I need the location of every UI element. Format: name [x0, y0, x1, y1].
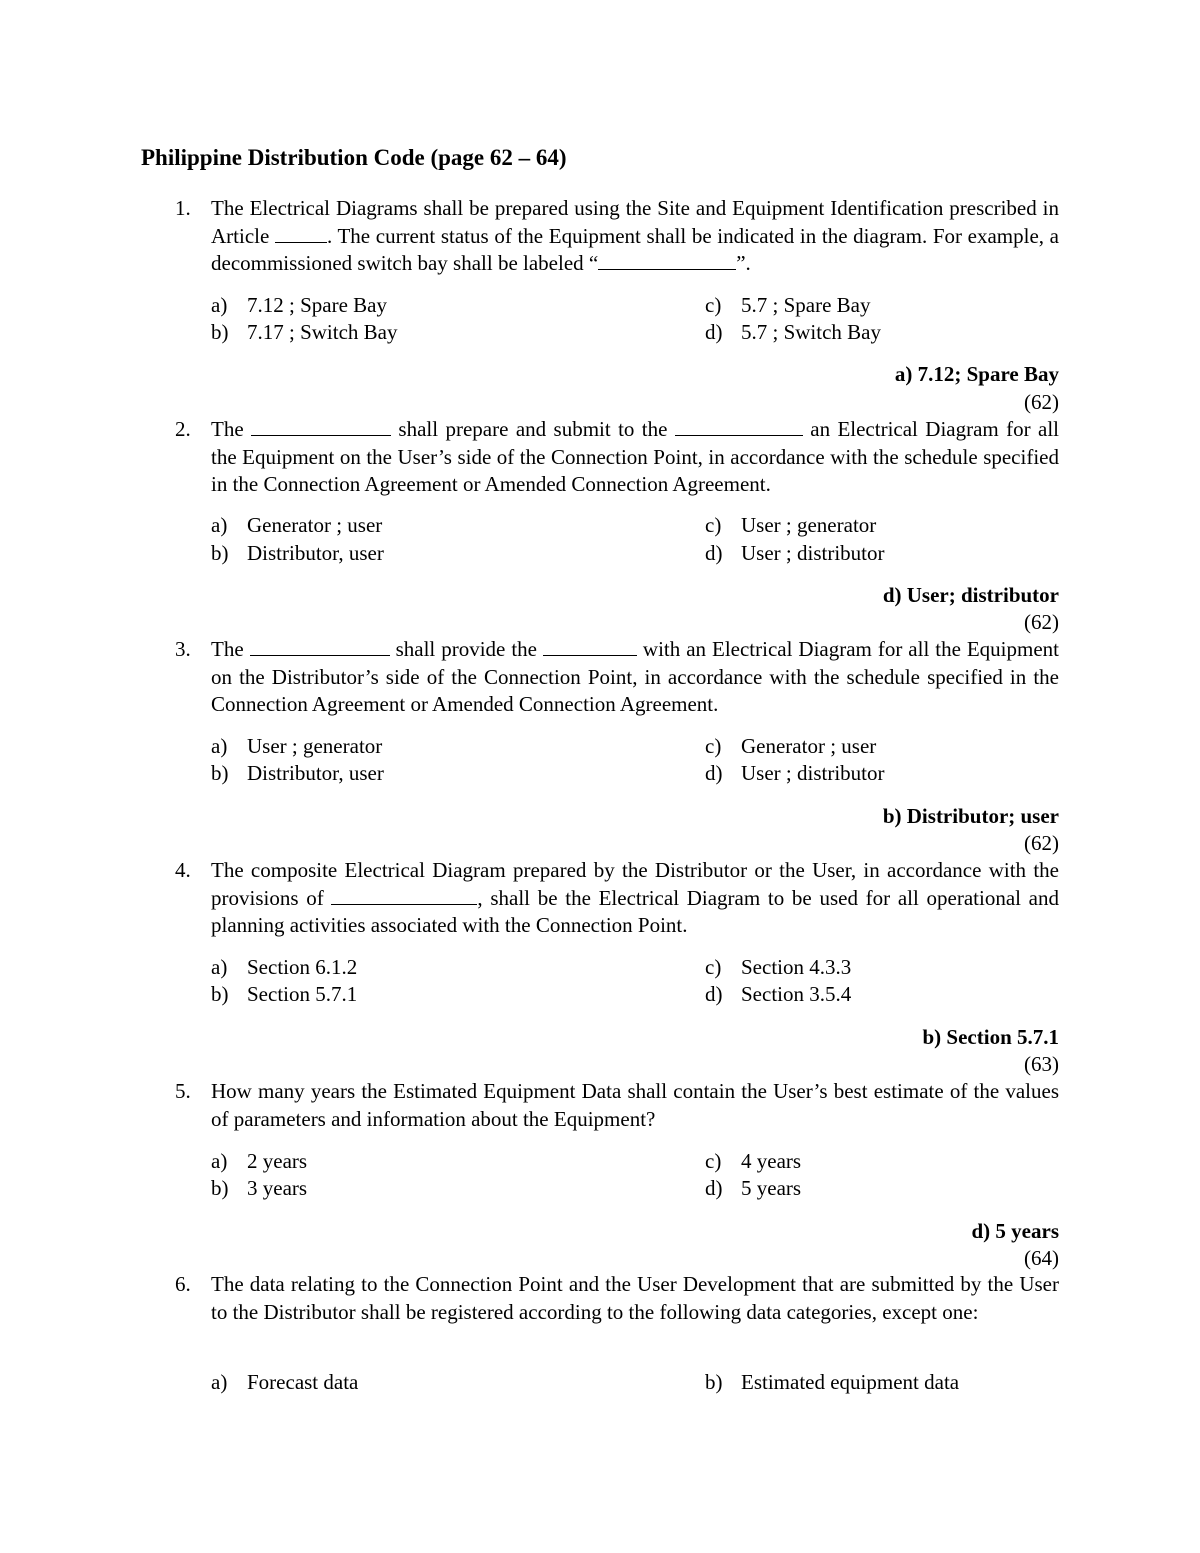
question-number: 6. — [175, 1272, 191, 1296]
option-text: User ; generator — [741, 513, 877, 537]
question-text-part: The composite Electrical Diagram prepared by the Distributor or the User, in accordance with the provisions of — [211, 858, 1059, 910]
page-reference: (62) — [1024, 831, 1059, 855]
option-text: User ; distributor — [741, 761, 885, 785]
option-letter: a) — [211, 955, 228, 979]
option-text: Forecast data — [247, 1370, 359, 1394]
option-letter: b) — [211, 541, 229, 565]
option — [705, 292, 870, 319]
option — [211, 512, 382, 539]
question-text — [211, 1271, 1059, 1326]
answer-blank — [543, 637, 637, 656]
option — [211, 1369, 358, 1396]
option-letter: b) — [705, 1370, 723, 1394]
page-reference: (64) — [1024, 1246, 1059, 1270]
option-letter: a) — [211, 1370, 228, 1394]
option-letter: d) — [705, 761, 723, 785]
option-text: Estimated equipment data — [741, 1370, 960, 1394]
option — [705, 981, 851, 1008]
question-number: 1. — [175, 196, 191, 220]
option-letter: c) — [705, 955, 722, 979]
question-number: 3. — [175, 637, 191, 661]
question-text-part: How many years the Estimated Equipment Data shall contain the User’s best estimate of the values of parameters and information about the Equipment? — [211, 1079, 1059, 1131]
option-letter: d) — [705, 1176, 723, 1200]
option — [705, 733, 876, 760]
option — [705, 540, 884, 567]
question-text — [211, 857, 1059, 940]
option — [211, 981, 357, 1008]
answer-key: a) 7.12; Spare Bay — [894, 362, 1059, 386]
option-text: 5.7 ; Spare Bay — [741, 293, 871, 317]
question-text-part: with an Electrical Diagram for all the Equipment on the Distributor’s side of the Connection Point, in accordance with the schedule specified in the Connection Agreement or Amended Connection Agreement. — [211, 637, 1060, 716]
option-letter: c) — [705, 1149, 722, 1173]
option — [705, 319, 881, 346]
option-text: Section 4.3.3 — [741, 955, 852, 979]
question-number: 5. — [175, 1079, 191, 1103]
question-text-part: The — [211, 417, 252, 441]
question-text-part: . The current status of the Equipment shall be indicated in the diagram. For example, a decommissioned switch bay shall be labeled “ — [211, 223, 1060, 275]
option-letter: c) — [705, 513, 722, 537]
option-letter: c) — [705, 734, 722, 758]
question-number: 4. — [175, 858, 191, 882]
question-text-part: shall provide the — [389, 637, 543, 661]
page-reference: (62) — [1024, 610, 1059, 634]
question-text-part: ”. — [736, 251, 751, 275]
option-letter: c) — [705, 293, 722, 317]
option-letter: a) — [211, 293, 228, 317]
option — [211, 292, 387, 319]
question-text-part: an Electrical Diagram for all the Equipment on the User’s side of the Connection Point, in accordance with the schedule specified in the Connection Agreement or Amended Connection Agreement. — [211, 417, 1059, 496]
answer-key: b) Section 5.7.1 — [922, 1025, 1059, 1049]
answer-key: b) Distributor; user — [882, 804, 1059, 828]
question-number: 2. — [175, 417, 191, 441]
option — [705, 760, 884, 787]
option-text: Generator ; user — [247, 513, 383, 537]
option — [705, 1148, 801, 1175]
page-title: Philippine Distribution Code (page 62 – 64) — [141, 145, 567, 170]
option-letter: d) — [705, 541, 723, 565]
option-text: Section 6.1.2 — [247, 955, 358, 979]
option-letter: a) — [211, 513, 228, 537]
option — [211, 1148, 307, 1175]
question-text — [211, 1078, 1059, 1133]
question-text-part: The — [211, 637, 250, 661]
option-text: User ; generator — [247, 734, 383, 758]
option-letter: d) — [705, 982, 723, 1006]
option-letter: b) — [211, 761, 229, 785]
option-text: Distributor, user — [247, 761, 384, 785]
option-text: 4 years — [741, 1149, 802, 1173]
question-text — [211, 416, 1059, 499]
option-text: Section 3.5.4 — [741, 982, 852, 1006]
option — [705, 1369, 959, 1396]
option — [211, 540, 384, 567]
option-letter: a) — [211, 734, 228, 758]
question-text — [211, 636, 1059, 719]
page-reference: (63) — [1024, 1052, 1059, 1076]
question-text-part: , shall be the Electrical Diagram to be used for all operational and planning activities associated with the Connection Point. — [211, 885, 1059, 937]
option-text: Generator ; user — [741, 734, 877, 758]
option-text: 2 years — [247, 1149, 308, 1173]
option-text: Section 5.7.1 — [247, 982, 358, 1006]
answer-blank — [275, 224, 327, 243]
option — [211, 733, 382, 760]
question-text-part: The Electrical Diagrams shall be prepared using the Site and Equipment Identification prescribed in Article — [211, 196, 1059, 248]
option-text: 7.17 ; Switch Bay — [247, 320, 398, 344]
option-text: Distributor, user — [247, 541, 384, 565]
option — [705, 954, 851, 981]
answer-blank — [250, 637, 390, 656]
answer-blank — [251, 417, 391, 436]
option — [211, 954, 357, 981]
option-letter: b) — [211, 320, 229, 344]
answer-blank — [331, 886, 477, 905]
option — [211, 760, 384, 787]
answer-key: d) User; distributor — [882, 583, 1059, 607]
option-letter: b) — [211, 982, 229, 1006]
option — [705, 1175, 801, 1202]
option-text: 7.12 ; Spare Bay — [247, 293, 387, 317]
page-reference: (62) — [1024, 390, 1059, 414]
option-letter: b) — [211, 1176, 229, 1200]
answer-blank — [598, 251, 736, 270]
option-letter: d) — [705, 320, 723, 344]
question-text — [211, 195, 1059, 278]
option — [211, 1175, 307, 1202]
option-letter: a) — [211, 1149, 228, 1173]
option — [705, 512, 876, 539]
option-text: 3 years — [247, 1176, 308, 1200]
option-text: 5.7 ; Switch Bay — [741, 320, 881, 344]
answer-key: d) 5 years — [971, 1219, 1059, 1243]
question-text-part: shall prepare and submit to the — [391, 417, 675, 441]
option-text: 5 years — [741, 1176, 802, 1200]
option-text: User ; distributor — [741, 541, 885, 565]
answer-blank — [675, 417, 803, 436]
option — [211, 319, 398, 346]
question-text-part: The data relating to the Connection Point and the User Development that are submitted by the User to the Distributor shall be registered according to the following data categories, except one: — [211, 1272, 1059, 1324]
